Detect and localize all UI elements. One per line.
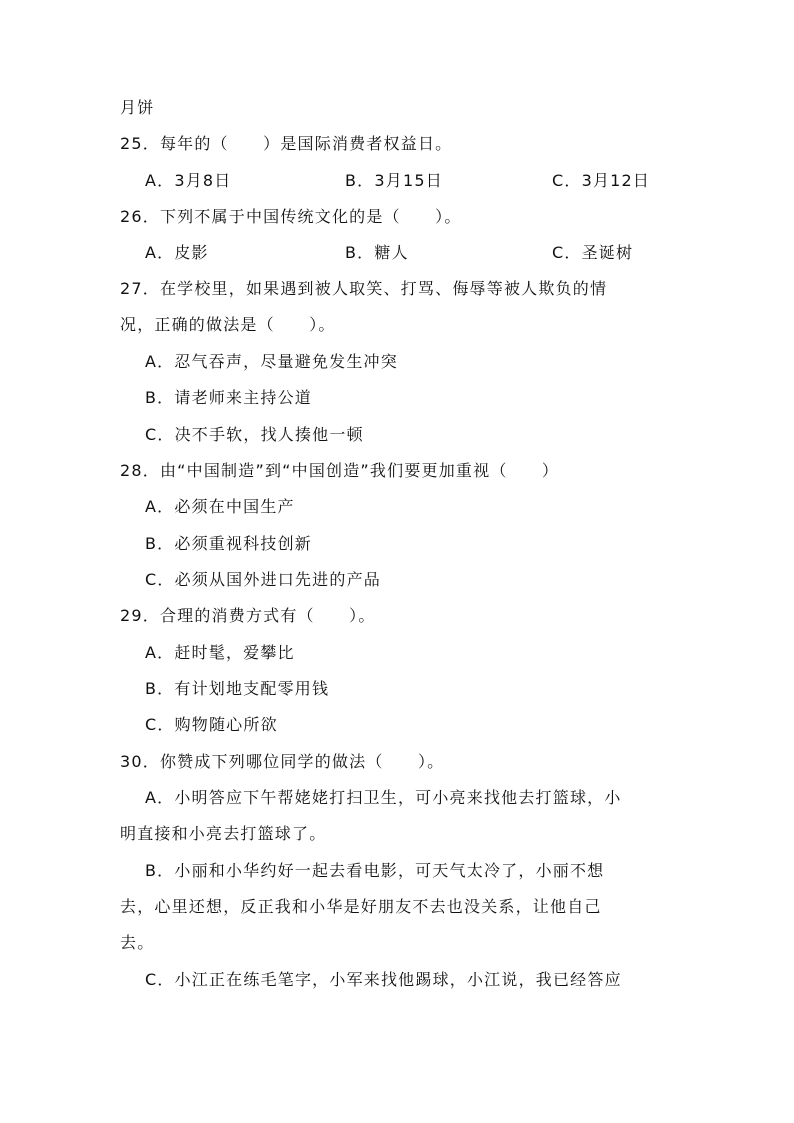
question-30-option-b-line-2: 去，心里还想，反正我和小华是好朋友不去也没关系，让他自己 <box>120 897 602 916</box>
question-30-option-b-line-1: B．小丽和小华约好一起去看电影，可天气太冷了，小丽不想 <box>145 861 605 880</box>
question-28: 28．由“中国制造”到“中国创造”我们要更加重视（ ） <box>120 461 560 480</box>
question-28-option-b: B．必须重视科技创新 <box>145 534 312 553</box>
question-25: 25．每年的（ ）是国际消费者权益日。 <box>120 134 453 153</box>
question-30-option-a-line-1: A．小明答应下午帮姥姥打扫卫生，可小亮来找他去打篮球，小 <box>145 788 622 807</box>
question-27-line-1: 27．在学校里，如果遇到被人取笑、打骂、侮辱等被人欺负的情 <box>120 279 608 298</box>
question-29-option-c: C．购物随心所欲 <box>145 715 278 734</box>
question-28-option-a: A．必须在中国生产 <box>145 497 295 516</box>
question-29-option-a: A．赶时髦，爱攀比 <box>145 643 295 662</box>
question-29: 29．合理的消费方式有（ ）。 <box>120 606 376 625</box>
question-26: 26．下列不属于中国传统文化的是（ ）。 <box>120 207 462 226</box>
option-c: C．3月12日 <box>552 171 651 190</box>
question-27-line-2: 况，正确的做法是（ ）。 <box>120 315 336 334</box>
question-25-options <box>0 169 794 193</box>
question-30-option-a-line-2: 明直接和小亮去打篮球了。 <box>120 824 327 843</box>
question-30: 30．你赞成下列哪位同学的做法（ ）。 <box>120 752 445 771</box>
option-b: B．3月15日 <box>345 171 443 190</box>
question-30-option-b-line-3: 去。 <box>120 933 155 952</box>
option-b: B．糖人 <box>345 243 409 262</box>
question-27-option-b: B．请老师来主持公道 <box>145 388 312 407</box>
question-27-option-a: A．忍气吞声，尽量避免发生冲突 <box>145 352 398 371</box>
option-c: C．圣诞树 <box>552 243 634 262</box>
question-27-option-c: C．决不手软，找人揍他一顿 <box>145 425 364 444</box>
option-a: A．3月8日 <box>145 171 232 190</box>
question-29-option-b: B．有计划地支配零用钱 <box>145 679 330 698</box>
continued-text: 月饼 <box>120 98 155 117</box>
question-26-options <box>0 241 794 265</box>
option-a: A．皮影 <box>145 243 209 262</box>
question-30-option-c-line-1: C．小江正在练毛笔字，小军来找他踢球，小江说，我已经答应 <box>145 970 622 989</box>
question-28-option-c: C．必须从国外进口先进的产品 <box>145 570 381 589</box>
